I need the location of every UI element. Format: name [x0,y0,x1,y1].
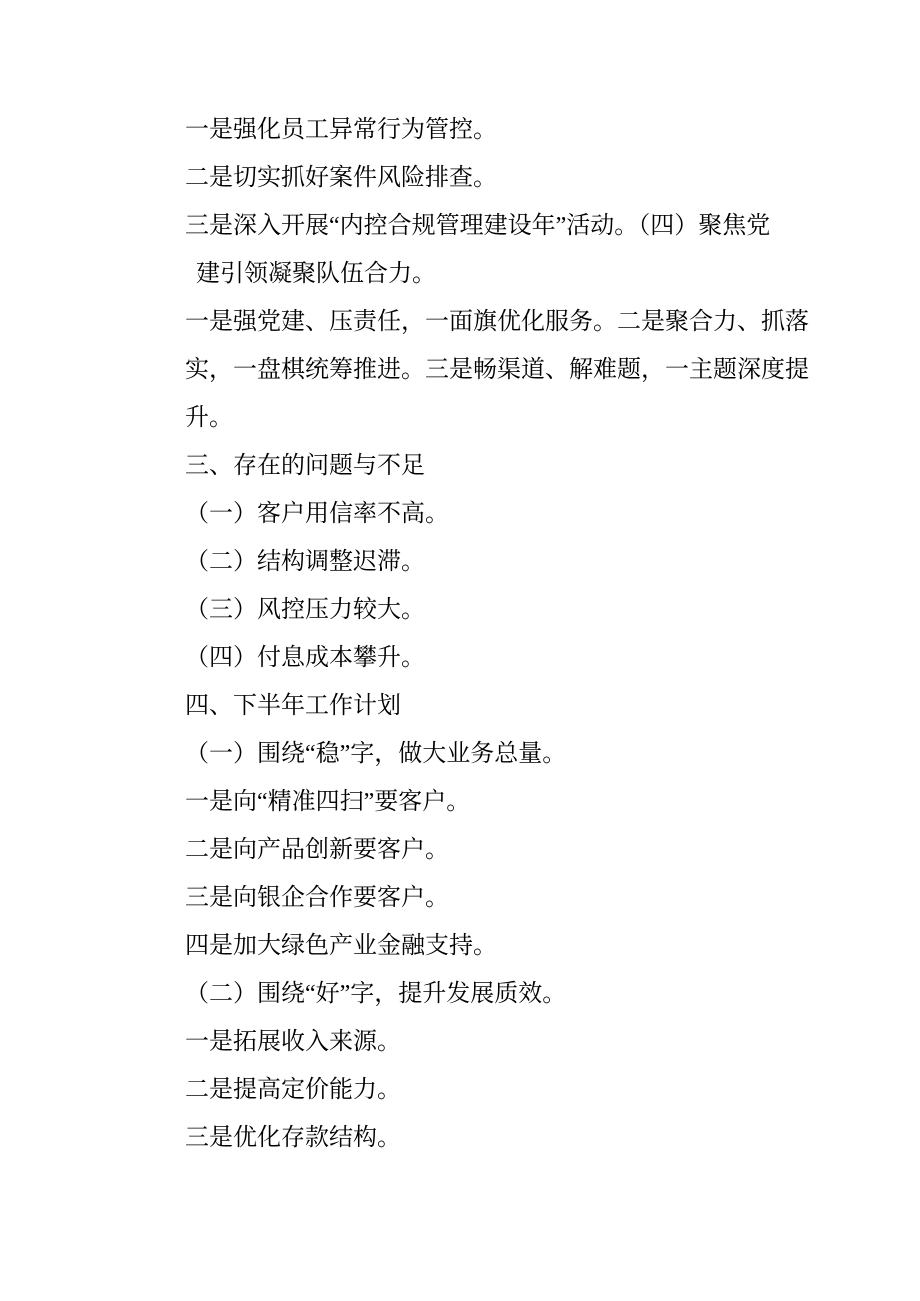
list-item: 四是加大绿色产业金融支持。 [185,933,497,959]
list-item: 一是向“精准四扫”要客户。 [185,789,471,815]
list-item: 二是切实抓好案件风险排查。 [185,165,497,191]
list-item: 二是向产品创新要客户。 [185,837,449,863]
document-body [185,106,825,1162]
list-item: 三是向银企合作要客户。 [185,885,449,911]
paragraph-line: 三是深入开展“内控合规管理建设年”活动。（四）聚焦党 [185,213,771,239]
section-heading: 四、下半年工作计划 [185,693,401,719]
list-item: 二是提高定价能力。 [185,1077,401,1103]
list-item: 一是拓展收入来源。 [185,1029,401,1055]
subsection-heading: （一）围绕“稳”字，做大业务总量。 [185,741,567,767]
section-heading: 三、存在的问题与不足 [185,453,425,479]
subsection-heading: （二）围绕“好”字，提升发展质效。 [185,981,567,1007]
list-item: 一是强化员工异常行为管控。 [185,117,497,143]
paragraph-line: 实，一盘棋统筹推进。三是畅渠道、解难题，一主题深度提 [185,357,809,383]
list-item: 三是优化存款结构。 [185,1125,401,1151]
problem-item: （一）客户用信率不高。 [185,501,449,527]
paragraph-line: 一是强党建、压责任，一面旗优化服务。二是聚合力、抓落 [185,309,809,335]
problem-item: （三）风控压力较大。 [185,597,425,623]
problem-item: （四）付息成本攀升。 [185,645,425,671]
paragraph-line: 升。 [185,405,233,431]
problem-item: （二）结构调整迟滞。 [185,549,425,575]
paragraph-line: 建引领凝聚队伍合力。 [196,261,436,287]
